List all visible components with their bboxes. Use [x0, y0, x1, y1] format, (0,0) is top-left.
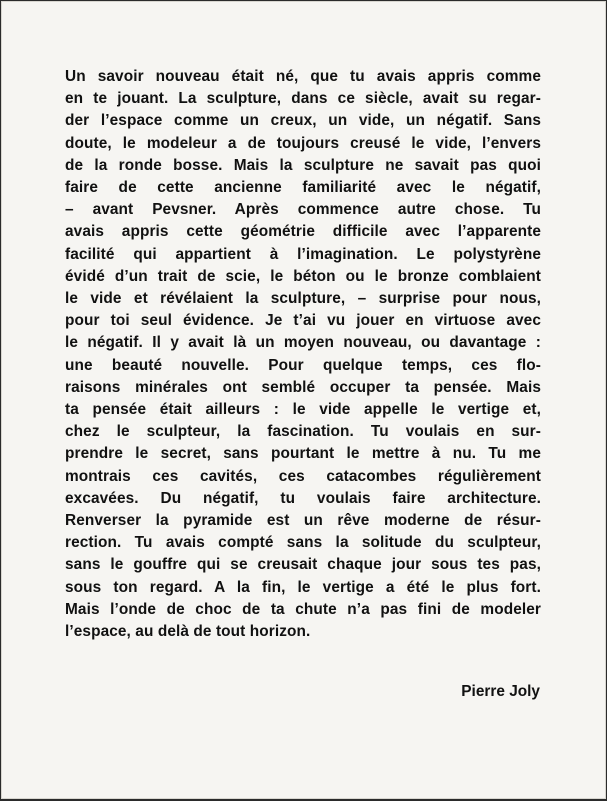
text-line: chez le sculpteur, la fascination. Tu voulais en sur-: [65, 423, 541, 441]
text-line: facilité qui appartient à l’imagination. Le polystyrène: [65, 245, 541, 263]
text-line: Renverser la pyramide est un rêve moderne de résur-: [65, 512, 541, 530]
text-line: sans le gouffre qui se creusait chaque jour sous tes pas,: [65, 556, 541, 574]
text-line: le vide et révélaient la sculpture, – surprise pour nous,: [65, 290, 541, 308]
text-line: en te jouant. La sculpture, dans ce siècle, avait su regar-: [65, 90, 541, 108]
text-line: prendre le secret, sans pourtant le mettre à nu. Tu me: [65, 445, 541, 463]
text-line: pour toi seul évidence. Je t’ai vu jouer en virtuose avec: [65, 312, 541, 330]
author-signature: Pierre Joly: [461, 683, 540, 700]
text-line: raisons minérales ont semblé occuper ta pensée. Mais: [65, 378, 541, 396]
text-line: montrais ces cavités, ces catacombes régulièrement: [65, 467, 541, 485]
text-line: ta pensée était ailleurs : le vide appelle le vertige et,: [65, 401, 541, 419]
text-line: le négatif. Il y avait là un moyen nouveau, ou davantage :: [65, 334, 541, 352]
text-line: l’espace, au delà de tout horizon.: [65, 623, 311, 641]
text-line: rection. Tu avais compté sans la solitude du sculpteur,: [65, 534, 541, 552]
text-line: – avant Pevsner. Après commence autre chose. Tu: [65, 201, 541, 219]
text-line: une beauté nouvelle. Pour quelque temps, ces flo-: [65, 356, 541, 374]
text-line: avais appris cette géométrie difficile avec l’apparente: [65, 223, 541, 241]
text-line: der l’espace comme un creux, un vide, un négatif. Sans: [65, 112, 541, 130]
text-line: excavées. Du négatif, tu voulais faire architecture.: [65, 489, 541, 507]
text-line: Un savoir nouveau était né, que tu avais appris comme: [65, 68, 541, 85]
text-line: Mais l’onde de choc de ta chute n’a pas fini de modeler: [65, 600, 541, 618]
text-line: doute, le modeleur a de toujours creusé le vide, l’envers: [65, 134, 541, 152]
document-page: [1, 1, 606, 799]
body-text: [65, 66, 541, 643]
text-line: sous ton regard. A la fin, le vertige a été le plus fort.: [65, 578, 541, 596]
text-line: de la ronde bosse. Mais la sculpture ne savait pas quoi: [65, 156, 541, 174]
text-line: évidé d’un trait de scie, le béton ou le bronze comblaient: [65, 267, 541, 285]
text-line: faire de cette ancienne familiarité avec le négatif,: [65, 179, 541, 197]
